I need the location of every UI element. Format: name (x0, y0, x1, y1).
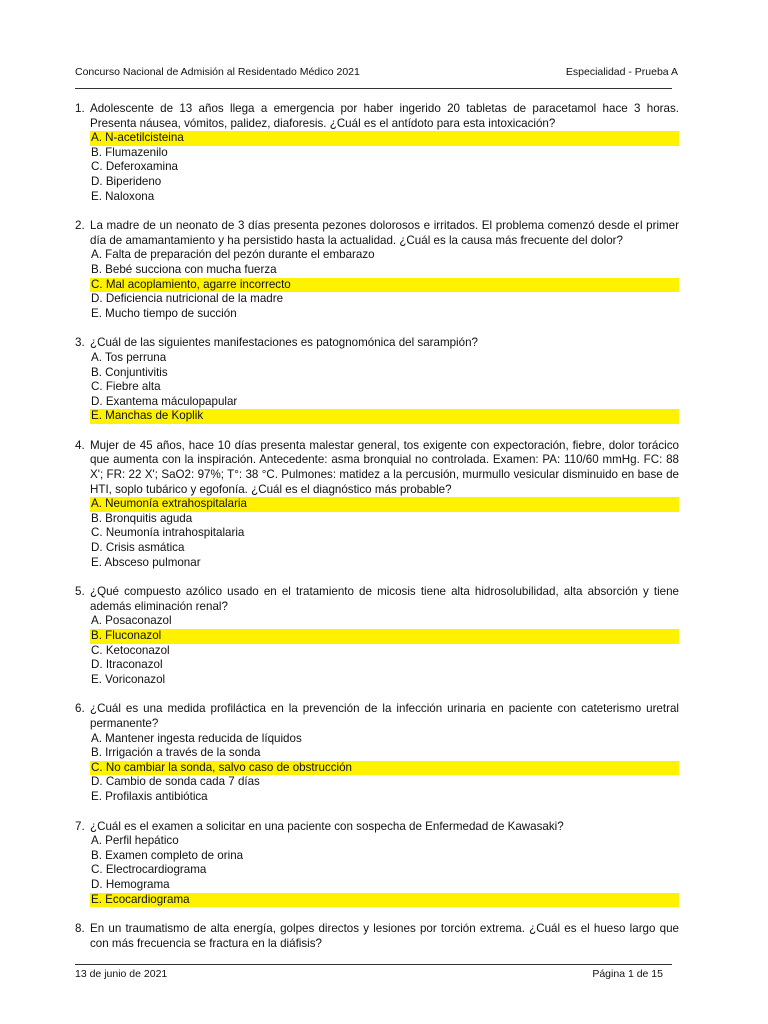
question-number: 3. (75, 336, 85, 350)
question-text: ¿Cuál es una medida profiláctica en la prevención de la infección urinaria en paciente con cateterismo uretral permanente? (90, 702, 679, 730)
answer-option: B. Conjuntivitis (91, 365, 168, 379)
question-text: Adolescente de 13 años llega a emergencia por haber ingerido 20 tabletas de paracetamol hace 3 horas. Presenta náusea, vómitos, palidez, diaforesis. ¿Cuál es el antídoto para esta intoxicación? (90, 102, 679, 130)
question-number: 2. (75, 219, 85, 233)
header-test-version: Especialidad - Prueba A (565, 66, 678, 78)
question-number: 7. (75, 819, 85, 833)
answer-option-highlighted: A. Neumonía extrahospitalaria (90, 497, 679, 512)
header-rule (75, 88, 672, 89)
question-number: 1. (75, 102, 85, 115)
question-item (75, 102, 679, 204)
question-item (75, 585, 679, 687)
answer-option: C. Deferoxamina (91, 160, 178, 174)
answer-option: D. Itraconazol (91, 658, 163, 672)
answer-option: B. Flumazenilo (91, 145, 168, 159)
question-number: 6. (75, 702, 85, 716)
question-text: En un traumatismo de alta energía, golpes directos y lesiones por torción extrema. ¿Cuál es el hueso largo que con más frecuencia se fractura en la diáfisis? (90, 922, 679, 950)
answer-option: E. Profilaxis antibiótica (91, 789, 208, 803)
answer-option: B. Bebé succiona con mucha fuerza (91, 262, 277, 276)
answer-option: A. Perfil hepático (91, 834, 179, 848)
question-text: ¿Qué compuesto azólico usado en el tratamiento de micosis tiene alta hidrosolubilidad, alta absorción y tiene además eliminación renal? (90, 585, 679, 613)
question-item (75, 219, 679, 321)
answer-option: E. Voriconazol (91, 672, 166, 686)
answer-option: A. Posaconazol (91, 614, 172, 628)
footer-rule (75, 964, 672, 965)
answer-option: B. Bronquitis aguda (91, 511, 193, 525)
answer-option: C. Neumonía intrahospitalaria (91, 526, 245, 540)
question-text: ¿Cuál de las siguientes manifestaciones es patognomónica del sarampión? (90, 336, 478, 350)
question-stem (75, 102, 679, 131)
question-number: 4. (75, 438, 85, 452)
footer-date: 13 de junio de 2021 (75, 968, 168, 980)
question-stem (75, 219, 679, 248)
question-item (75, 702, 679, 804)
answer-option: D. Crisis asmática (91, 541, 185, 555)
answer-option-highlighted: A. N-acetilcisteina (90, 131, 679, 146)
answer-option: D. Biperideno (91, 174, 162, 188)
question-stem (75, 439, 679, 497)
answer-option: D. Cambio de sonda cada 7 días (91, 775, 260, 789)
answer-option: C. Electrocardiograma (91, 863, 207, 877)
question-text: Mujer de 45 años, hace 10 días presenta malestar general, tos exigente con expectoración, fiebre, dolor torácico que aumenta con la inspiración. Antecedente: asma bronquial no controlada. Examen: PA: 110/60 mmHg. FC: 88 X'; FR: 22 X'; SaO2: 97%; T°: 38 °C. Pulmones: matidez a la percusión, murmullo vesicular disminuido en base de HTI, soplo tubárico y egofonía. ¿Cuál es el diagnóstico más probable? (90, 438, 679, 496)
answer-option: E. Naloxona (91, 189, 155, 203)
question-stem (75, 336, 679, 351)
answer-option: A. Mantener ingesta reducida de líquidos (91, 731, 302, 745)
answer-option: C. Fiebre alta (91, 380, 161, 394)
question-text: ¿Cuál es el examen a solicitar en una paciente con sospecha de Enfermedad de Kawasaki? (90, 819, 564, 833)
question-list (75, 102, 679, 966)
answer-option-highlighted: E. Ecocardiograma (90, 893, 679, 908)
question-text: La madre de un neonato de 3 días presenta pezones dolorosos e irritados. El problema comenzó desde el primer día de amamantamiento y ha persistido hasta la actualidad. ¿Cuál es la causa más frecuente del dolor? (90, 219, 679, 247)
answer-option-highlighted: C. Mal acoplamiento, agarre incorrecto (90, 278, 679, 293)
header-title: Concurso Nacional de Admisión al Residentado Médico 2021 (75, 66, 360, 78)
question-item (75, 820, 679, 908)
question-item (75, 922, 679, 951)
answer-option-highlighted: C. No cambiar la sonda, salvo caso de obstrucción (90, 761, 679, 776)
answer-option: B. Irrigación a través de la sonda (91, 746, 261, 760)
answer-option: D. Deficiencia nutricional de la madre (91, 292, 284, 306)
question-stem (75, 585, 679, 614)
answer-option: D. Hemograma (91, 877, 170, 891)
page-header (75, 66, 678, 78)
answer-option: E. Absceso pulmonar (91, 555, 201, 569)
page-footer (75, 968, 663, 980)
question-stem (75, 820, 679, 835)
answer-option: B. Examen completo de orina (91, 848, 244, 862)
answer-option-highlighted: E. Manchas de Koplik (90, 409, 679, 424)
question-item (75, 336, 679, 424)
answer-option-highlighted: B. Fluconazol (90, 629, 679, 644)
answer-option: D. Exantema máculopapular (91, 394, 238, 408)
footer-page-number: Página 1 de 15 (592, 968, 663, 980)
question-number: 5. (75, 585, 85, 599)
answer-option: C. Ketoconazol (91, 643, 170, 657)
question-number: 8. (75, 922, 85, 936)
question-stem (75, 922, 679, 951)
answer-option: A. Falta de preparación del pezón durante el embarazo (91, 248, 375, 262)
question-stem (75, 702, 679, 731)
question-item (75, 439, 679, 570)
answer-option: A. Tos perruna (91, 350, 167, 364)
answer-option: E. Mucho tiempo de succión (91, 306, 237, 320)
